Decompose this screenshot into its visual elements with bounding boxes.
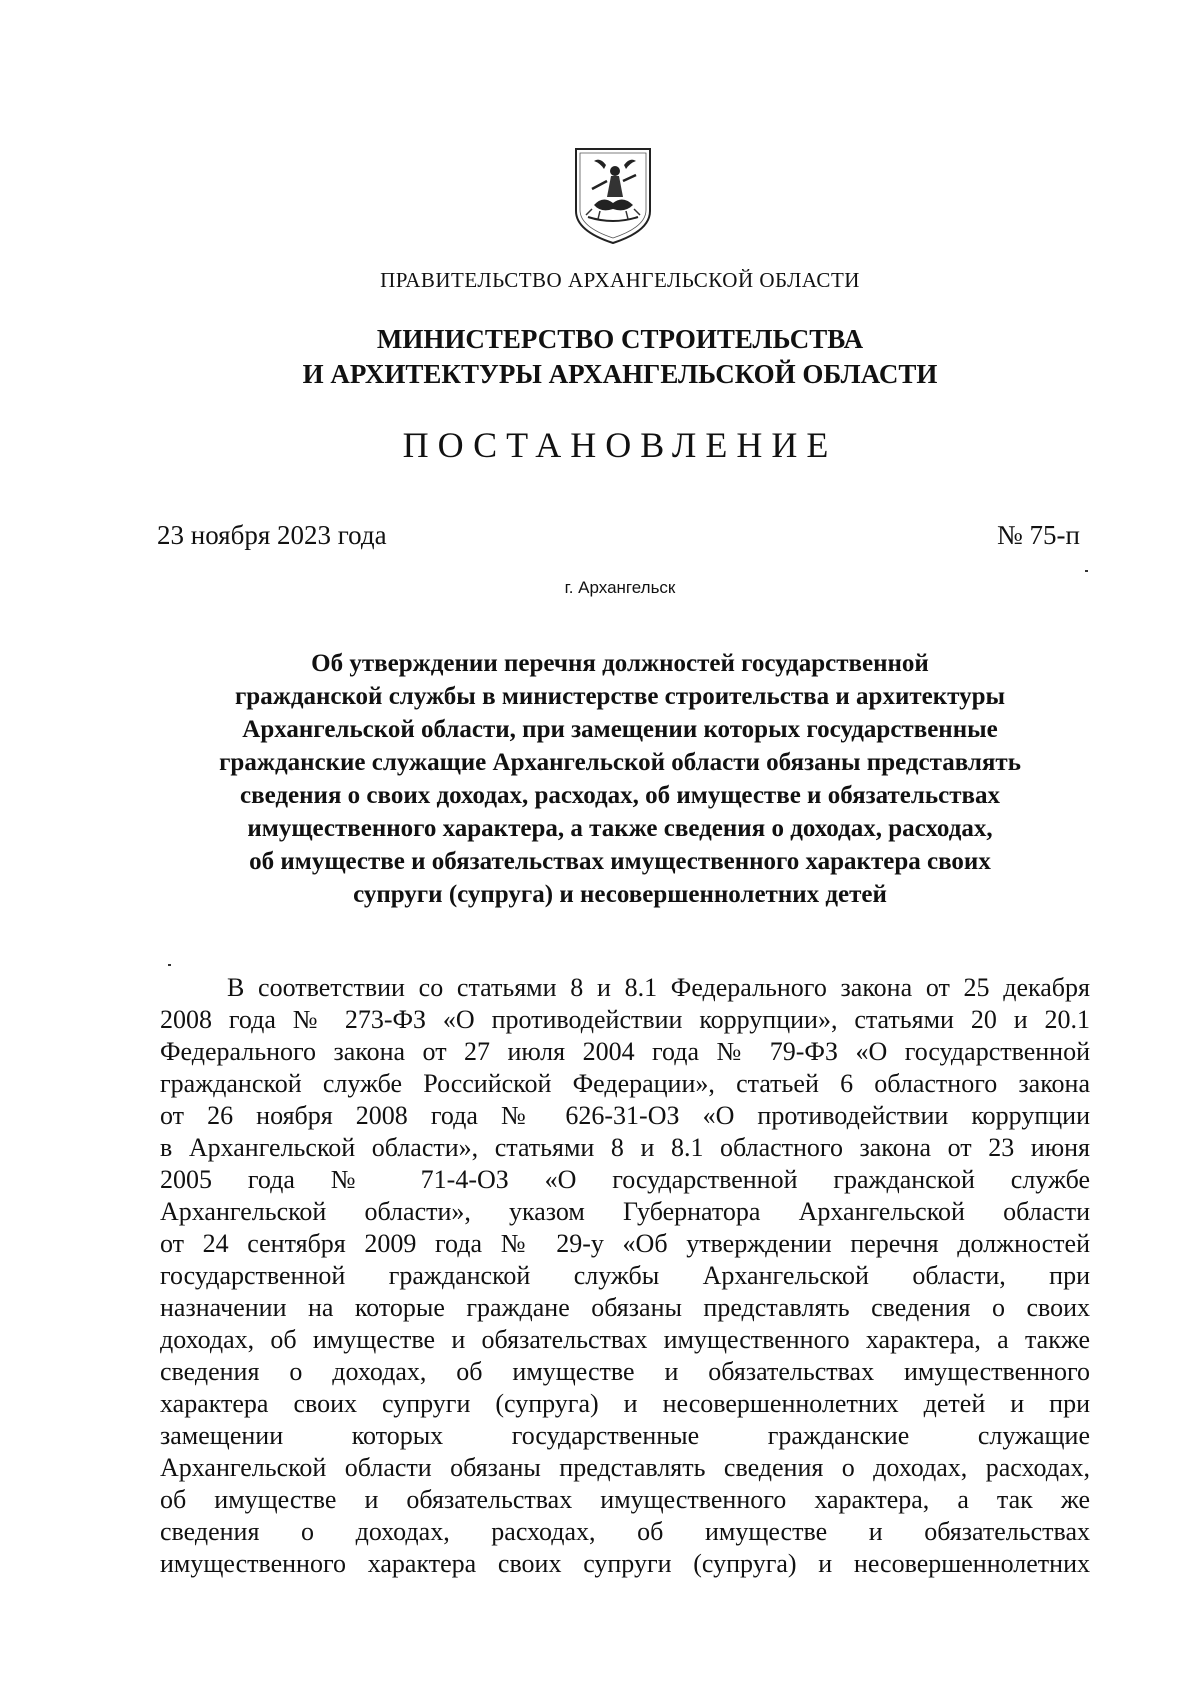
body-line: В соответствии со статьями 8 и 8.1 Федерального закона от 25 декабря — [227, 973, 1090, 1002]
body-line: государственной гражданской службы Архангельской области, при — [160, 1261, 1090, 1290]
body-line: сведения о доходах, расходах, об имуществе и обязательствах — [160, 1517, 1090, 1546]
body-line: доходах, об имуществе и обязательствах имущественного характера, а также — [160, 1325, 1090, 1354]
body-line: 2008 года № 273-ФЗ «О противодействии коррупции», статьями 20 и 20.1 — [160, 1005, 1090, 1034]
ministry-line-1: МИНИСТЕРСТВО СТРОИТЕЛЬСТВА — [376, 324, 864, 354]
body-line: Федерального закона от 27 июля 2004 года № 79-ФЗ «О государственной — [160, 1037, 1090, 1066]
ministry-name — [0, 322, 1200, 392]
title-line: Об утверждении перечня должностей государственной — [311, 650, 929, 677]
document-date: 23 ноября 2023 года — [157, 520, 387, 550]
body-line: в Архангельской области», статьями 8 и 8.1 областного закона от 23 июня — [160, 1133, 1090, 1162]
title-line: сведения о своих доходах, расходах, об имуществе и обязательствах — [239, 782, 1001, 809]
title-line: об имуществе и обязательствах имущественного характера своих — [249, 848, 991, 875]
document-title — [150, 647, 1090, 911]
government-name: ПРАВИТЕЛЬСТВО АРХАНГЕЛЬСКОЙ ОБЛАСТИ — [380, 268, 860, 292]
body-line: имущественного характера своих супруги (супруга) и несовершеннолетних — [160, 1549, 1090, 1578]
document-number: № 75-п — [997, 520, 1080, 550]
title-line: гражданской службы в министерстве строительства и архитектуры — [234, 683, 1006, 710]
body-line: от 24 сентября 2009 года № 29-у «Об утверждении перечня должностей — [160, 1229, 1090, 1258]
coat-of-arms-icon — [570, 145, 656, 245]
ministry-line-2: И АРХИТЕКТУРЫ АРХАНГЕЛЬСКОЙ ОБЛАСТИ — [302, 359, 938, 389]
body-line: гражданской службе Российской Федерации», статьей 6 областного закона — [160, 1069, 1090, 1098]
title-line: супруги (супруга) и несовершеннолетних детей — [353, 881, 887, 908]
title-line: имущественного характера, а также сведения о доходах, расходах, — [247, 815, 993, 842]
body-paragraph — [160, 972, 1090, 1580]
body-line: 2005 года № 71-4-ОЗ «О государственной гражданской службе — [160, 1165, 1090, 1194]
body-line: от 26 ноября 2008 года № 626-31-ОЗ «О противодействии коррупции — [160, 1101, 1090, 1130]
body-line: Архангельской области обязаны представлять сведения о доходах, расходах, — [160, 1453, 1090, 1482]
scan-speck — [168, 964, 171, 966]
body-line: об имуществе и обязательствах имущественного характера, а так же — [160, 1485, 1090, 1514]
body-line: Архангельской области», указом Губернатора Архангельской области — [160, 1197, 1090, 1226]
scan-speck — [1085, 570, 1088, 572]
body-line: сведения о доходах, об имуществе и обязательствах имущественного — [160, 1357, 1090, 1386]
body-line: замещении которых государственные гражданские служащие — [160, 1421, 1090, 1450]
document-city: г. Архангельск — [564, 578, 676, 597]
body-line: характера своих супруги (супруга) и несовершеннолетних детей и при — [160, 1389, 1090, 1418]
title-line: гражданские служащие Архангельской области обязаны представлять — [219, 749, 1021, 776]
body-line: назначении на которые граждане обязаны представлять сведения о своих — [160, 1293, 1090, 1322]
title-line: Архангельской области, при замещении которых государственные — [242, 716, 998, 743]
document-type: ПОСТАНОВЛЕНИЕ — [402, 425, 838, 465]
